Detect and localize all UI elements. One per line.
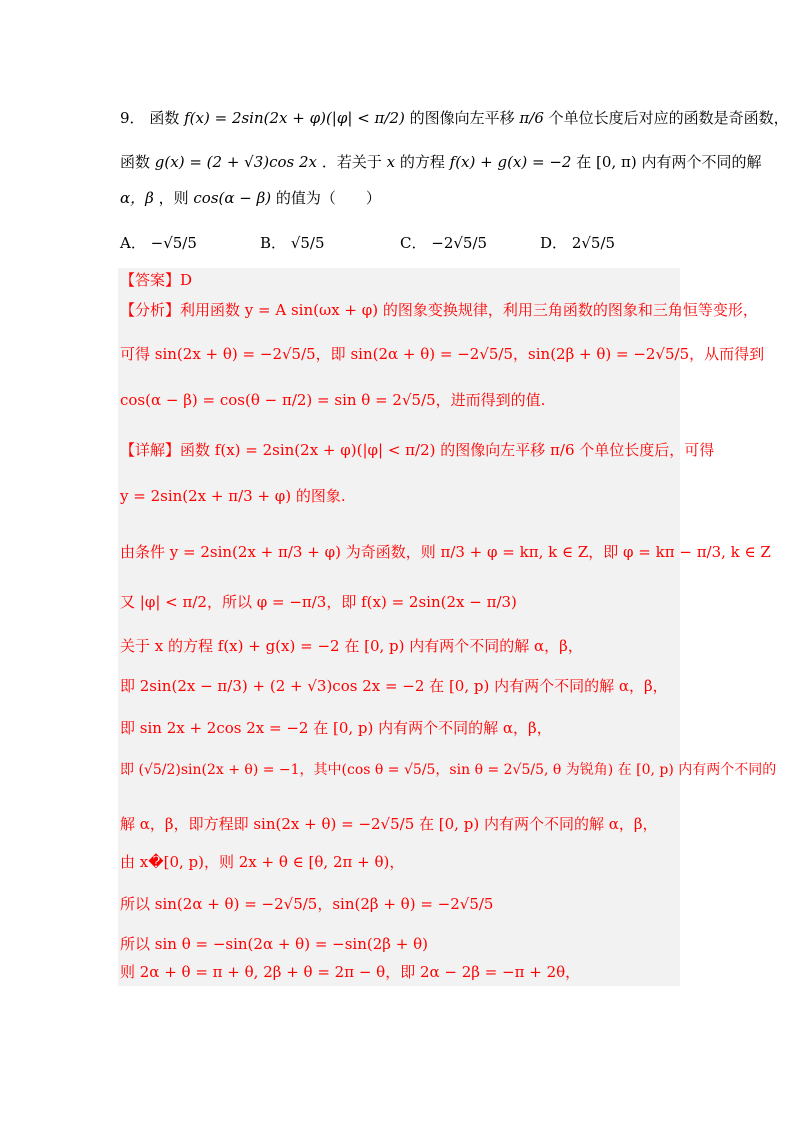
detail-text: 所以 sin(2α + θ) = −2√5/5，sin(2β + θ) = −2√5/5 [120, 895, 494, 913]
question-text: 的图像向左平移 [409, 109, 515, 127]
detail-line-4 [120, 592, 517, 612]
question-text: 内有两个不同的解 [641, 153, 762, 171]
math-expression: cos(α − β) [193, 189, 272, 207]
detail-line-2 [120, 486, 346, 506]
option-value: 2√5/5 [571, 234, 616, 252]
option-label: A． [120, 234, 146, 252]
detail-text: 解 α，β，即方程即 sin(2x + θ) = −2√5/5 在 [0, p) 内有两个不同的解 α，β， [120, 815, 658, 833]
detail-line-13 [120, 962, 580, 982]
detail-tag: 【详解】 [120, 441, 181, 459]
detail-line-9 [120, 814, 658, 834]
solution-panel [118, 268, 680, 986]
option-value: √5/5 [290, 234, 325, 252]
math-expression: g(x) = (2 + √3)cos 2x [154, 153, 318, 171]
detail-line-8 [120, 760, 776, 780]
analysis-text: 利用函数 y = A sin(ωx + φ) 的图象变换规律，利用三角函数的图象和三角恒等变形， [180, 301, 758, 319]
detail-line-12 [120, 934, 428, 954]
analysis-text: 可得 sin(2x + θ) = −2√5/5，即 sin(2α + θ) = −2√5/5，sin(2β + θ) = −2√5/5，从而得到 [120, 345, 765, 363]
question-number: 9． [120, 109, 145, 127]
detail-line-11 [120, 894, 493, 914]
question-text: 函数 [149, 109, 180, 127]
math-expression: f(x) + g(x) = −2 [449, 153, 572, 171]
math-expression: f(x) = 2sin(2x + φ)(|φ| < π/2) [184, 109, 405, 127]
option-label: B． [260, 234, 287, 252]
question-text: 的方程 [399, 153, 445, 171]
detail-text: 由条件 y = 2sin(2x + π/3 + φ) 为奇函数，则 π/3 + φ = kπ, k ∈ Z，即 φ = kπ − π/3, k ∈ Z [120, 543, 771, 561]
answer-line [120, 270, 192, 290]
analysis-text: cos(α − β) = cos(θ − π/2) = sin θ = 2√5/5，进而得到的值. [120, 391, 546, 409]
analysis-line-2 [120, 344, 764, 364]
math-expression: α，β [120, 189, 154, 207]
question-text: 函数 [120, 153, 151, 171]
option-c[interactable] [400, 232, 487, 253]
detail-text: y = 2sin(2x + π/3 + φ) 的图象. [120, 487, 346, 505]
question-line-2 [120, 152, 762, 172]
question-text: 在 [576, 153, 592, 171]
analysis-tag: 【分析】 [120, 301, 181, 319]
option-label: C． [400, 234, 427, 252]
question-text: ．若关于 [321, 153, 382, 171]
detail-line-6 [120, 676, 668, 696]
math-fraction: π/6 [519, 109, 544, 127]
math-variable: x [386, 153, 396, 171]
detail-text: 所以 sin θ = −sin(2α + θ) = −sin(2β + θ) [120, 935, 428, 953]
option-d[interactable] [540, 232, 615, 253]
option-a[interactable] [120, 232, 197, 253]
question-line-3 [120, 188, 381, 208]
detail-text: 即 2sin(2x − π/3) + (2 + √3)cos 2x = −2 在 [0, p) 内有两个不同的解 α，β， [120, 677, 668, 695]
math-interval: [0, π) [596, 153, 637, 171]
question-text: ，则 [158, 189, 189, 207]
detail-line-10 [120, 852, 404, 872]
detail-text: 则 2α + θ = π + θ, 2β + θ = 2π − θ，即 2α − 2β = −π + 2θ， [120, 963, 581, 981]
question-text: 个单位长度后对应的函数是奇函数， [548, 109, 789, 127]
analysis-line-1 [120, 300, 758, 320]
option-label: D． [540, 234, 568, 252]
detail-text: 即 (√5/2)sin(2x + θ) = −1，其中(cos θ = √5/5，sin θ = 2√5/5, θ 为锐角) 在 [0, p) 内有两个不同的 [120, 762, 777, 778]
detail-text: 由 x�[0, p)，则 2x + θ ∈ [θ, 2π + θ)， [120, 853, 405, 871]
detail-line-3 [120, 542, 771, 562]
question-line-1 [120, 108, 789, 128]
question-text: 的值为（ ） [275, 189, 381, 207]
option-value: −√5/5 [150, 234, 197, 252]
detail-line-5 [120, 636, 583, 656]
option-b[interactable] [260, 232, 325, 253]
analysis-line-3 [120, 390, 545, 410]
detail-text: 函数 f(x) = 2sin(2x + φ)(|φ| < π/2) 的图像向左平移 π/6 个单位长度后，可得 [180, 441, 715, 459]
detail-line-7 [120, 718, 552, 738]
detail-text: 关于 x 的方程 f(x) + g(x) = −2 在 [0, p) 内有两个不同的解 α，β， [120, 637, 583, 655]
answer-tag: 【答案】D [120, 271, 193, 289]
detail-text: 又 |φ| < π/2，所以 φ = −π/3，即 f(x) = 2sin(2x − π/3) [120, 593, 517, 611]
detail-text: 即 sin 2x + 2cos 2x = −2 在 [0, p) 内有两个不同的解 α，β， [120, 719, 552, 737]
detail-line-1 [120, 440, 714, 460]
option-value: −2√5/5 [431, 234, 488, 252]
